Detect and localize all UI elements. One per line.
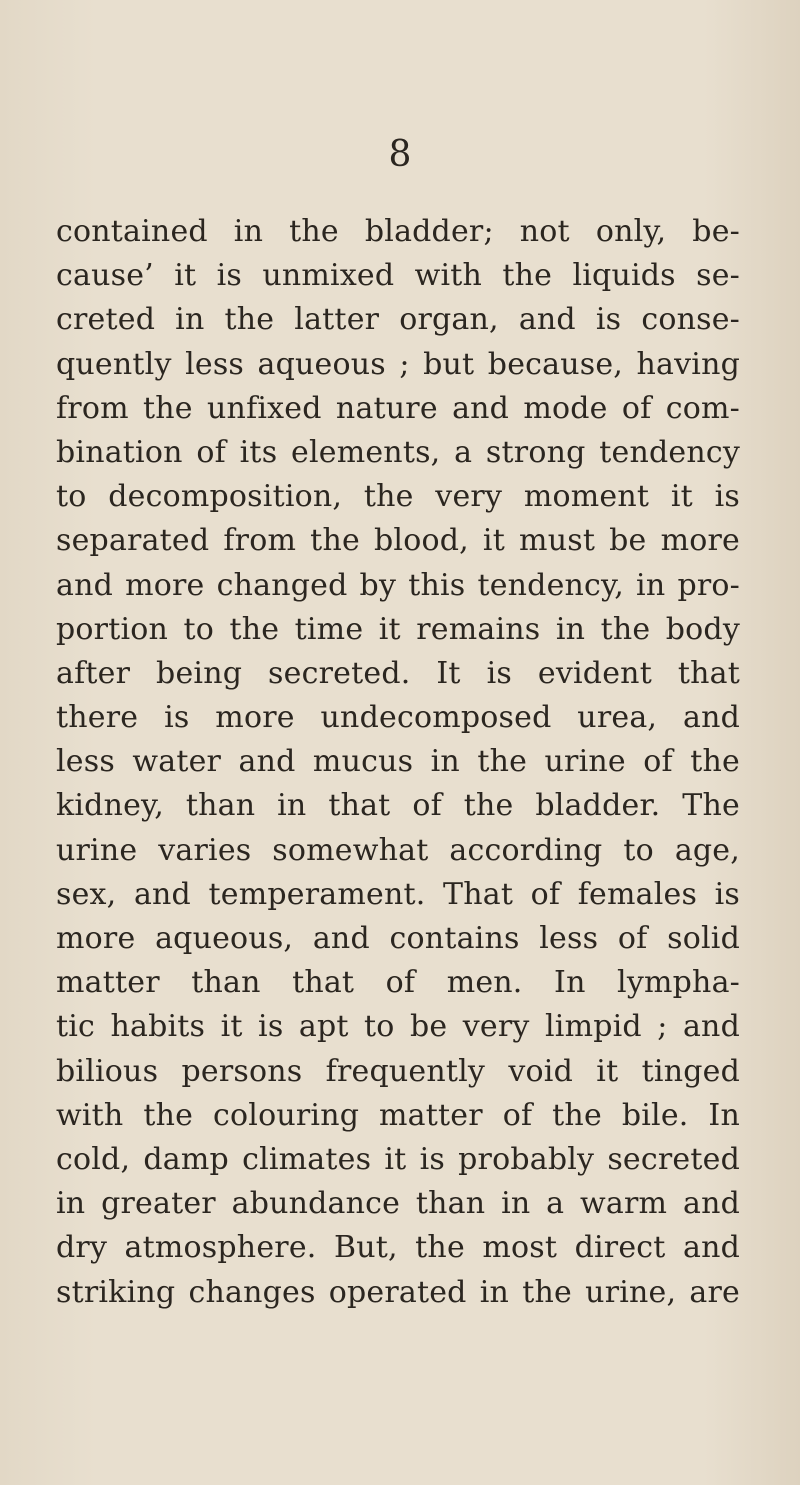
text-line: urine varies somewhat according to age, [56, 832, 740, 868]
text-line: and more changed by this tendency, in pro- [56, 567, 740, 603]
body-text [56, 210, 740, 1315]
text-line: striking changes operated in the urine, are [56, 1274, 740, 1310]
text-line: contained in the bladder; not only, be- [56, 214, 740, 249]
text-line: portion to the time it remains in the body [56, 611, 740, 647]
text-line: to decomposition, the very moment it is [56, 479, 740, 515]
page-number: 8 [388, 134, 412, 175]
text-line: after being secreted. It is evident that [56, 655, 740, 691]
text-line: separated from the blood, it must be more [56, 523, 740, 559]
text-line: more aqueous, and contains less of solid [56, 921, 740, 956]
text-line: quently less aqueous ; but because, having [56, 346, 740, 382]
text-line: bination of its elements, a strong tendency [56, 434, 740, 470]
text-line: less water and mucus in the urine of the [56, 744, 740, 780]
text-line: there is more undecomposed urea, and [56, 700, 740, 736]
text-line: sex, and temperament. That of females is [56, 876, 740, 912]
text-line: cold, damp climates it is probably secreted [56, 1141, 740, 1177]
text-line: bilious persons frequently void it tinged [56, 1053, 740, 1089]
text-line: cause’ it is unmixed with the liquids se- [56, 258, 740, 294]
text-line: in greater abundance than in a warm and [56, 1186, 740, 1222]
text-line: matter than that of men. In lympha- [56, 965, 740, 1001]
text-line: with the colouring matter of the bile. In [56, 1097, 740, 1133]
text-line: from the unfixed nature and mode of com- [56, 390, 740, 426]
text-line: creted in the latter organ, and is conse- [56, 302, 740, 338]
text-line: kidney, than in that of the bladder. The [56, 788, 740, 824]
text-line: tic habits it is apt to be very limpid ; and [56, 1009, 740, 1045]
text-line: dry atmosphere. But, the most direct and [56, 1230, 740, 1266]
